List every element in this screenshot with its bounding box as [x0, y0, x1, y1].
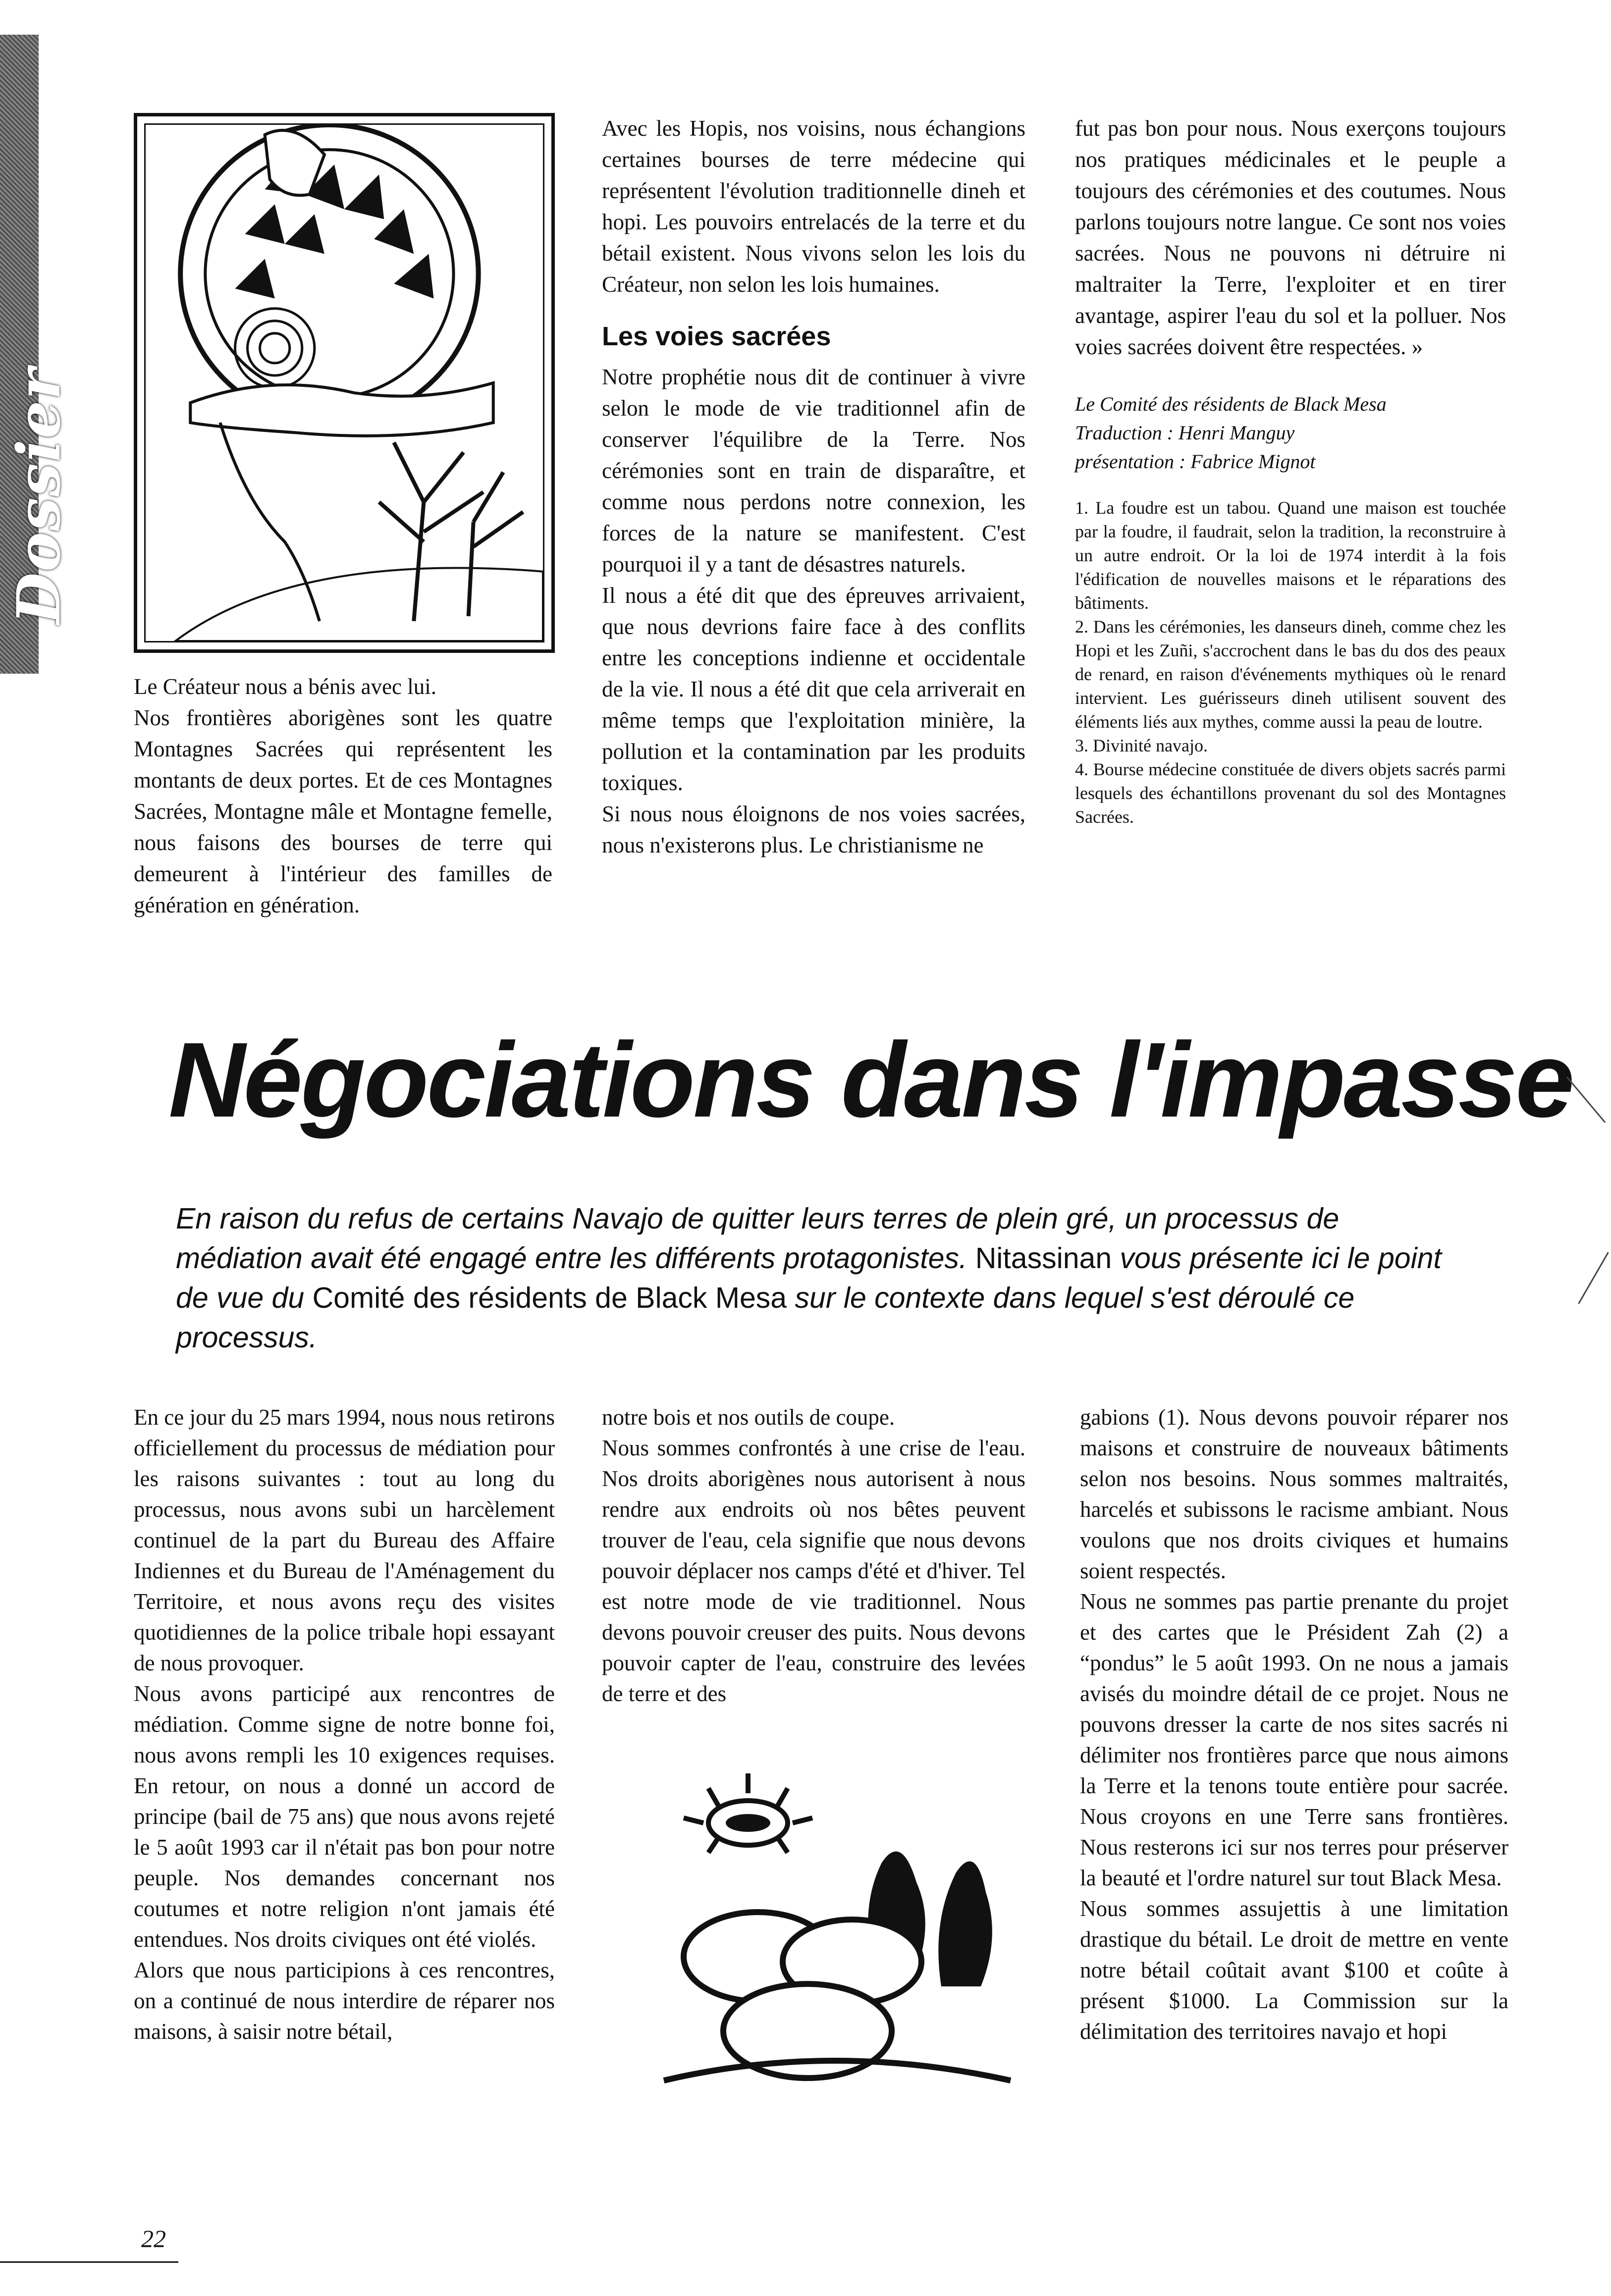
paragraph: notre bois et nos outils de coupe.	[602, 1405, 895, 1430]
footnote: 3. Divinité navajo.	[1075, 736, 1208, 755]
intro-paragraph: Avec les Hopis, nos voisins, nous échangions certaines bourses de terre médecine qui représentent l'évolution traditionnelle dineh et hopi. Les pouvoirs entrelacés de la terre et du bétail existent. Nous vivons selon les lois du Créateur, non selon les lois humaines.	[602, 116, 1025, 297]
credit-presentation: présentation : Fabrice Mignot	[1075, 450, 1316, 473]
paragraph: Nous sommes confrontés à une crise de l'eau. Nos droits aborigènes nous autorisent à nous rendre aux endroits où nos bêtes peuvent trouver de l'eau, cela signifie que nous devons pouvoir déplacer nos camps d'été et d'hiver. Tel est notre mode de vie traditionnel. Nous devons pouvoir creuser des puits. Nous devons pouvoir capter de l'eau, construire des levées de terre et des	[602, 1436, 1025, 1706]
paragraph: Si nous nous éloignons de nos voies sacrées, nous n'existerons plus. Le christianisme ne	[602, 801, 1025, 857]
committee-name: Comité des résidents de Black Mesa	[312, 1281, 787, 1314]
magazine-name: Nitassinan	[975, 1242, 1112, 1275]
paragraph: fut pas bon pour nous. Nous exerçons toujours nos pratiques médicinales et le peuple a toujours des cérémonies et des coutumes. Nous parlons toujours notre langue. Ce sont nos voies sacrées. Nous ne pouvons ni détruire ni maltraiter la Terre, l'exploiter et en tirer avantage, aspirer l'eau du sol et la polluer. Nos voies sacrées doivent être respectées. »	[1075, 116, 1506, 359]
dossier-label: Dossier	[4, 367, 74, 624]
sun-sheep-illustration	[644, 1763, 1020, 2110]
intro-text: sur le contexte dans lequel s'est déroulé ce processus.	[176, 1281, 1355, 1354]
intro-text: vous présente ici le point de vue du	[176, 1242, 1442, 1314]
paragraph: gabions (1). Nous devons pouvoir réparer nos maisons et construire de nouveaux bâtiments selon nos besoins. Nous sommes maltraités, harcelés et subissons le racisme ambiant. Nous voulons que nos droits civiques et humains soient respectés.	[1080, 1405, 1508, 1583]
paragraph: Notre prophétie nous dit de continuer à vivre selon le mode de vie traditionnel afin de conserver l'équilibre de la Terre. Nos cérémonies sont en train de disparaître, et comme nous perdons notre connexion, les forces de la nature se manifestent. C'est pourquoi il y a tant de désastres naturels.	[602, 365, 1025, 577]
paragraph: En ce jour du 25 mars 1994, nous nous retirons officiellement du processus de médiation pour les raisons suivantes : tout au long du processus, nous avons subi un harcèlement continuel de la part du Bureau des Affaire Indiennes et du Bureau de l'Aménagement du Territoire, et nous avons reçu des visites quotidiennes de la police tribale hopi essayant de nous provoquer.	[134, 1405, 555, 1675]
article-headline: Négociations dans l'impasse	[168, 1020, 1573, 1139]
credit-translation: Traduction : Henri Manguy	[1075, 422, 1295, 444]
crop-mark	[1578, 1252, 1609, 1304]
paragraph: Alors que nous participions à ces rencontres, on a continué de nous interdire de réparer nos maisons, à saisir notre bétail,	[134, 1958, 555, 2044]
body-column-3	[1080, 1402, 1508, 2047]
hand-earth-illustration	[134, 113, 555, 653]
footnotes	[1075, 496, 1506, 829]
footnote: 2. Dans les cérémonies, les danseurs dineh, comme chez les Hopi et les Zuñi, s'accrochent dans le bas du dos des peaux de renard, en raison d'événements mythiques où le renard intervient. Les guérisseurs dineh utilisent souvent des éléments liés aux mythes, comme aussi la peau de loutre.	[1075, 617, 1506, 732]
dossier-side-tab	[0, 35, 74, 674]
footnote: 1. La foudre est un tabou. Quand une maison est touchée par la foudre, il faudrait, selon la tradition, la reconstruire à un autre endroit. Or la loi de 1974 interdit à la fois l'édification de nouvelles maisons et le réparations des bâtiments.	[1075, 498, 1506, 613]
body-column-1	[134, 1402, 555, 2047]
page-number: 22	[141, 2225, 166, 2252]
credit-author: Le Comité des résidents de Black Mesa	[1075, 393, 1387, 415]
column-2-text	[602, 113, 1025, 861]
footnote: 4. Bourse médecine constituée de divers objets sacrés parmi lesquels des échantillons provenant du sol des Montagnes Sacrées.	[1075, 759, 1506, 827]
caption-paragraph: Nos frontières aborigènes sont les quatre Montagnes Sacrées qui représentent les montants de deux portes. Et de ces Montagnes Sacrées, Montagne mâle et Montagne femelle, nous faisons des bourses de terre qui demeurent à l'intérieur des familles de génération en génération.	[134, 705, 552, 917]
credits	[1075, 390, 1506, 476]
intro-text: En raison du refus de certains Navajo de quitter leurs terres de plein gré, un processus de médiation avait été engagé entre les différents protagonistes.	[176, 1202, 1340, 1275]
paragraph: Nous avons participé aux rencontres de médiation. Comme signe de notre bonne foi, nous avons rempli les 10 exigences requises. En retour, on nous a donné un accord de principe (bail de 75 ans) que nous avons rejeté le 5 août 1993 car il n'était pas bon pour notre peuple. Nos demandes concernant nos coutumes et notre religion n'ont jamais été entendues. Nos droits civiques ont été violés.	[134, 1681, 555, 1952]
caption-line: Le Créateur nous a bénis avec lui.	[134, 674, 437, 699]
footer-rule	[0, 2261, 178, 2263]
column-1-text	[134, 671, 552, 921]
body-column-2	[602, 1402, 1025, 1709]
column-3-text	[1075, 113, 1506, 829]
article-intro	[176, 1199, 1474, 1357]
paragraph: Nous ne sommes pas partie prenante du projet et des cartes que le Président Zah (2) a “pondus” le 5 août 1993. On ne nous a jamais avisés du moindre détail de ce projet. Nous ne pouvons dresser la carte de nos sites sacrés ni délimiter nos frontières parce que nous aimons la Terre et la tenons toute entière pour sacrée. Nous croyons en une Terre sans frontières. Nous resterons ici sur nos terres pour préserver la beauté et l'ordre naturel sur tout Black Mesa.	[1080, 1589, 1508, 1890]
section-heading: Les voies sacrées	[602, 321, 831, 351]
paragraph: Il nous a été dit que des épreuves arrivaient, que nous devrions faire face à des conflits entre les conceptions indienne et occidentale de la vie. Il nous a été dit que cela arriverait en même temps que l'exploitation minière, la pollution et la contamination par les produits toxiques.	[602, 583, 1025, 795]
paragraph: Nous sommes assujettis à une limitation drastique du bétail. Le droit de mettre en vente notre bétail coûtait avant $100 et coûte à présent $1000. La Commission sur la délimitation des territoires navajo et hopi	[1080, 1896, 1508, 2044]
